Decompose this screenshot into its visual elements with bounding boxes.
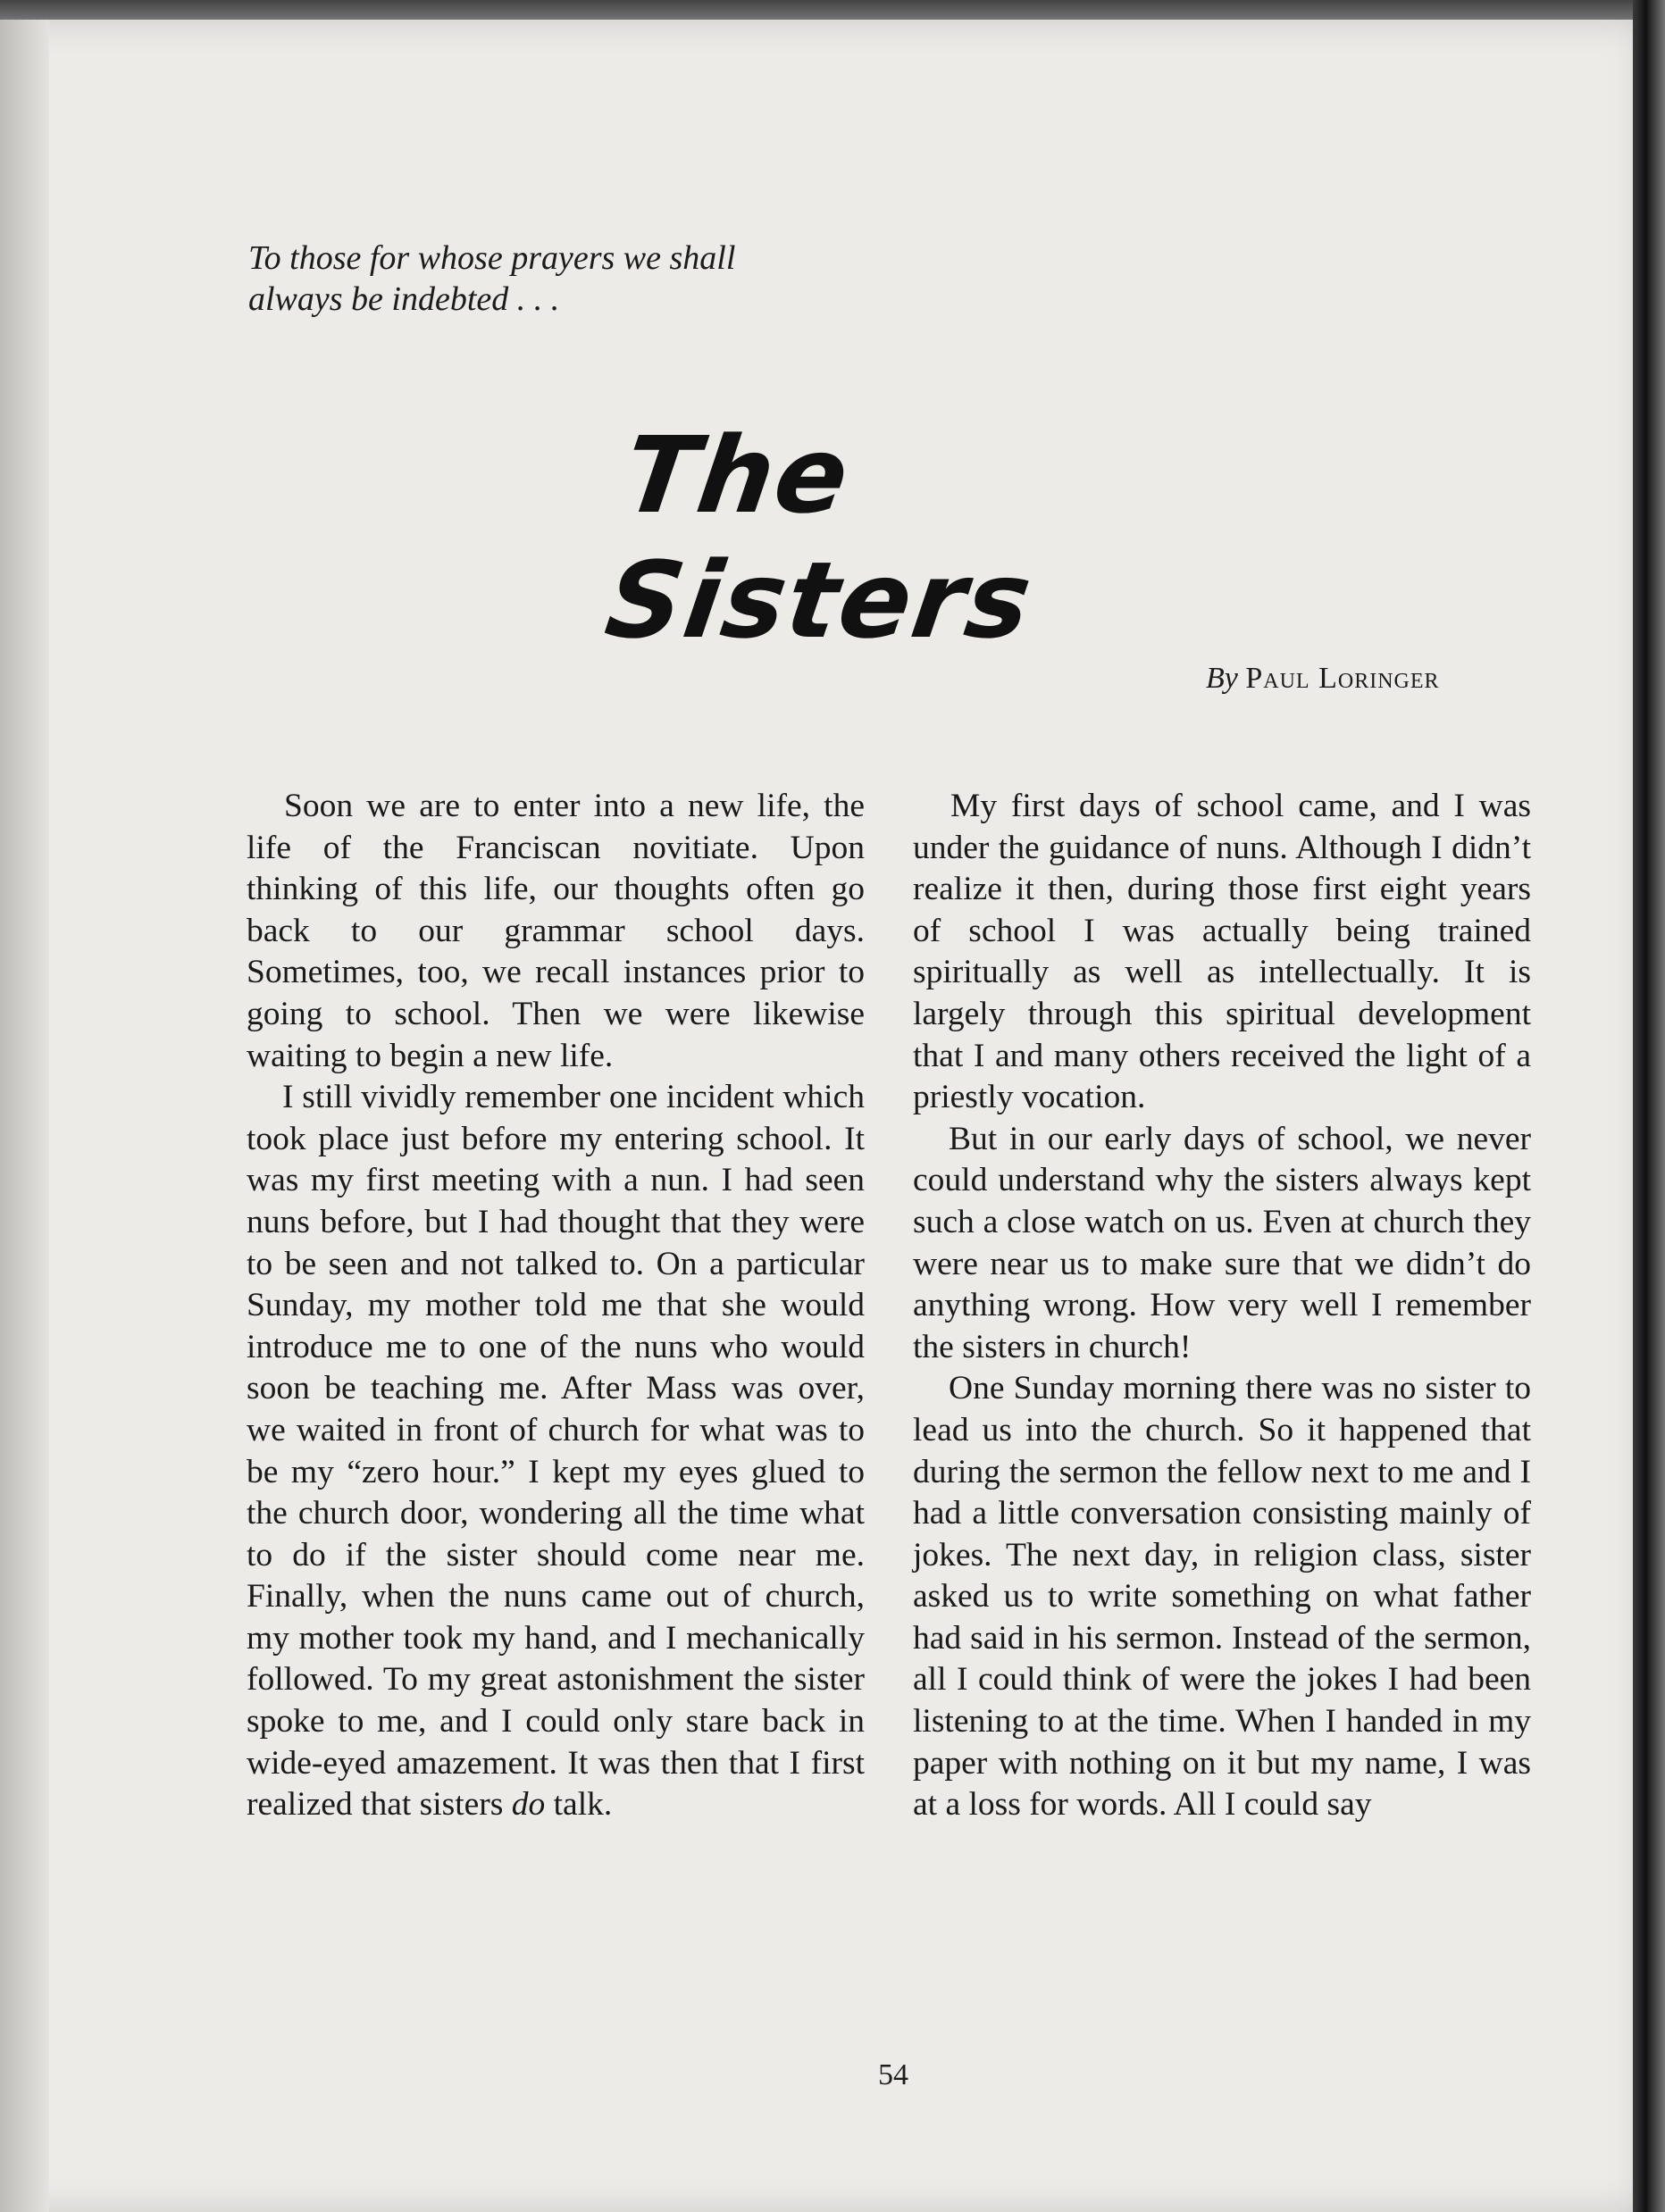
dedication-line-2: always be indebted . . . (248, 280, 560, 318)
page-top-shadow (0, 0, 1665, 21)
paragraph (247, 1077, 865, 1826)
dedication-line-1: To those for whose prayers we shall (248, 239, 736, 277)
emphasis-word: do (511, 1786, 546, 1824)
left-column (247, 786, 865, 1826)
page-left-gutter (0, 20, 49, 2212)
byline-author: Paul Loringer (1245, 662, 1440, 695)
paragraph-tail: talk. (545, 1786, 613, 1824)
paragraph-text: I still vividly remember one incident which took place just before my entering school. It was my first meeting with a nun. I had seen nuns before, but I had thought that they were to be seen and not talked to. On a particular Sunday, my mother told me that she would introduce me to one of the nuns who would soon be teaching me. After Mass was over, we waited in front of church for what was to be my “zero hour.” I kept my eyes glued to the church door, wondering all the time what to do if the sister should come near me. Finally, when the nuns came out of church, my mother took my hand, and I mechanically followed. To my great astonishment the sister spoke to me, and I could only stare back in wide-eyed amazement. It was then that I first realized that sisters (247, 1079, 865, 1824)
page-number: 54 (878, 2058, 908, 2091)
paragraph: My first days of school came, and I was under the guidance of nuns. Although I didn’t realize it then, during those first eight years of school I was actually being trained spiritually as well as intellectually. It is largely through this spiritual development that I and many others received the light of a priestly vocation. (913, 788, 1531, 1116)
byline-by: By (1206, 662, 1238, 695)
article-title: The Sisters (598, 413, 1041, 662)
byline (1206, 661, 1599, 697)
paragraph: But in our early days of school, we never could understand why the sisters always kept such a close watch on us. Even at church they were near us to make sure that we didn’t do anything wrong. How very well I remember the sisters in church! (913, 1120, 1531, 1365)
dedication (248, 238, 874, 320)
paragraph: Soon we are to enter into a new life, the life of the Franciscan novitiate. Upon thinking of this life, our thoughts often go back to our grammar school days. Sometimes, too, we recall instances prior to going to school. Then we were likewise waiting to begin a new life. (247, 788, 865, 1074)
paragraph: One Sunday morning there was no sister to lead us into the church. So it happened that during the sermon the fellow next to me and I had a little conversation consisting mainly of jokes. The next day, in religion class, sister asked us to write something on what father had said in his sermon. Instead of the sermon, all I could think of were the jokes I had been listening to at the time. When I handed in my paper with nothing on it but my name, I was at a loss for words. All I could say (913, 1370, 1531, 1824)
page-right-edge (1633, 0, 1665, 2212)
right-column (913, 786, 1531, 1826)
